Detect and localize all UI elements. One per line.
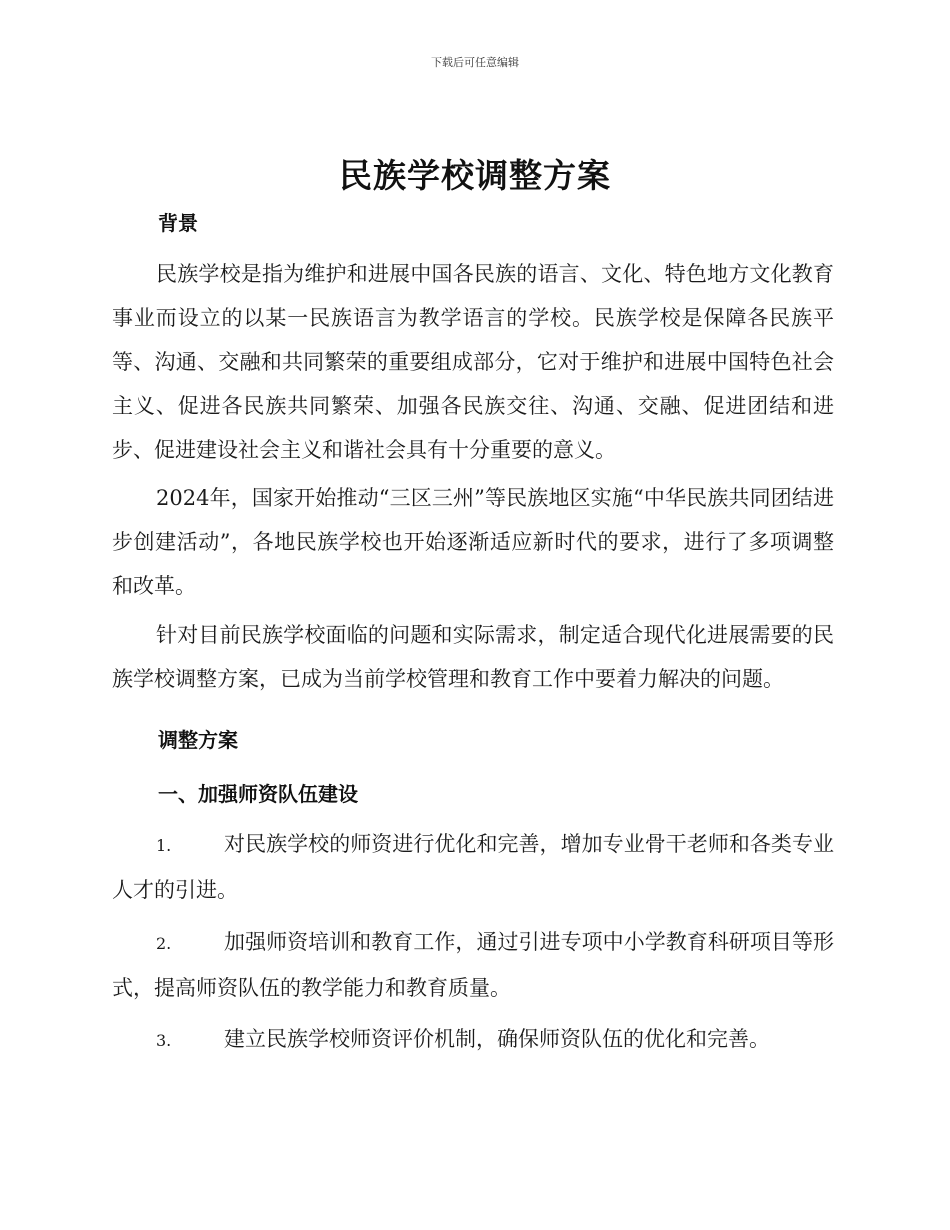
list-item-text: 加强师资培训和教育工作，通过引进专项中小学教育科研项目等形式，提高师资队伍的教学能力和教育质量。 [112,930,834,1000]
heading-background: 背景 [158,211,198,235]
paragraph-3: 针对目前民族学校面临的问题和实际需求，制定适合现代化进展需要的民族学校调整方案，已成为当前学校管理和教育工作中要着力解决的问题。 [112,623,834,691]
list-item-number: 1. [156,836,172,855]
heading-plan: 调整方案 [158,728,238,752]
document-title: 民族学校调整方案 [339,156,611,195]
list-item-number: 3. [156,1031,172,1050]
list-item [112,920,834,1010]
header-note: 下载后可任意编辑 [431,56,519,69]
list-item [112,1017,834,1063]
list-item [112,822,834,912]
list-item-number: 2. [156,934,172,953]
list-item-text: 对民族学校的师资进行优化和完善，增加专业骨干老师和各类专业人才的引进。 [112,832,834,902]
paragraph-1: 民族学校是指为维护和进展中国各民族的语言、文化、特色地方文化教育事业而设立的以某一民族语言为教学语言的学校。民族学校是保障各民族平等、沟通、交融和共同繁荣的重要组成部分，它对于维护和进展中国特色社会主义、促进各民族共同繁荣、加强各民族交往、沟通、交融、促进团结和进步、促进建设社会主义和谐社会具有十分重要的意义。 [112,262,834,462]
heading-teacher-team: 一、加强师资队伍建设 [158,782,358,806]
paragraph-2: 2024年，国家开始推动“三区三州”等民族地区实施“中华民族共同团结进步创建活动”，各地民族学校也开始逐渐适应新时代的要求，进行了多项调整和改革。 [112,486,834,598]
list-item-text: 建立民族学校师资评价机制，确保师资队伍的优化和完善。 [224,1027,770,1051]
